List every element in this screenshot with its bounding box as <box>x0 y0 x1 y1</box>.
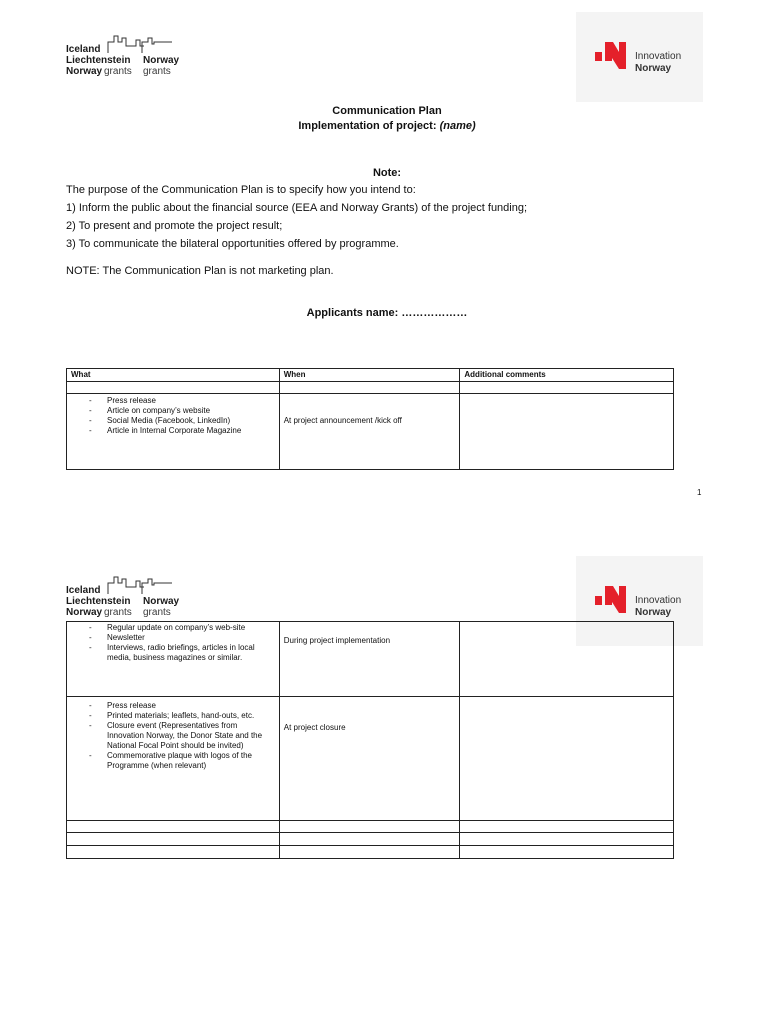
note-item: 2) To present and promote the project result; <box>66 220 283 232</box>
logo-text: Norway <box>635 607 672 618</box>
list-item: - Press release <box>85 396 275 406</box>
logo-text: grants <box>143 66 171 77</box>
note-heading: Note: <box>372 167 402 179</box>
table-row <box>67 382 674 394</box>
logo-text: Innovation <box>635 595 682 606</box>
logo-text: Iceland <box>66 585 101 596</box>
eea-norway-grants-logo <box>66 34 206 84</box>
column-header-what: What <box>67 369 280 382</box>
eea-norway-grants-logo <box>66 575 206 625</box>
project-label: Implementation of project: <box>298 120 440 132</box>
what-cell <box>67 394 280 470</box>
logo-text: Liechtenstein <box>66 596 131 607</box>
table-cell <box>460 846 674 859</box>
table-cell <box>460 833 674 846</box>
list-item: - Regular update on company’s web-site <box>85 623 275 633</box>
list-item: - Article on company’s website <box>85 406 275 416</box>
logo-text: grants <box>104 607 132 618</box>
table-row <box>67 833 674 846</box>
note-item: 1) Inform the public about the financial source (EEA and Norway Grants) of the project funding; <box>66 202 528 214</box>
list-item: - Commemorative plaque with logos of the Programme (when relevant) <box>85 751 275 771</box>
table-row <box>67 622 674 697</box>
list-item: - Closure event (Representatives from Innovation Norway, the Donor State and the National Focal Point should be invited) <box>85 721 275 751</box>
when-cell: At project announcement /kick off <box>279 394 460 470</box>
note-item: 3) To communicate the bilateral opportunities offered by programme. <box>66 238 399 250</box>
logo-text: Norway <box>143 596 180 607</box>
table-cell <box>67 821 280 833</box>
column-header-comments: Additional comments <box>460 369 674 382</box>
document-page-2 <box>0 505 768 1024</box>
column-header-when: When <box>279 369 460 382</box>
applicants-name-field: Applicants name: ……………… <box>306 307 468 319</box>
logo-text: Norway <box>66 607 103 618</box>
list-item: - Interviews, radio briefings, articles in local media, business magazines or similar. <box>85 643 275 663</box>
table-cell <box>460 821 674 833</box>
communication-plan-table-continued <box>66 621 674 859</box>
table-cell <box>279 833 460 846</box>
note-intro: The purpose of the Communication Plan is to specify how you intend to: <box>66 184 416 196</box>
communication-plan-table <box>66 368 674 470</box>
comments-cell <box>460 697 674 821</box>
logo-text: Norway <box>635 63 672 74</box>
what-cell <box>67 697 280 821</box>
document-page-1 <box>0 0 768 505</box>
project-name-placeholder: (name) <box>439 120 476 132</box>
logo-text: Norway <box>66 66 103 77</box>
logo-text: Norway <box>143 55 180 66</box>
table-row <box>67 697 674 821</box>
table-cell <box>279 846 460 859</box>
note-disclaimer: NOTE: The Communication Plan is not marketing plan. <box>66 265 334 277</box>
innovation-norway-mark-icon <box>595 36 629 70</box>
table-cell <box>279 821 460 833</box>
project-line <box>0 119 768 134</box>
list-item: - Social Media (Facebook, LinkedIn) <box>85 416 275 426</box>
page-number: 1 <box>697 488 702 497</box>
skyline-icon <box>106 34 172 54</box>
document-title <box>0 104 768 134</box>
table-cell <box>279 382 460 394</box>
what-cell <box>67 622 280 697</box>
table-cell <box>460 382 674 394</box>
list-item: - Press release <box>85 701 275 711</box>
logo-text: Innovation <box>635 51 682 62</box>
table-cell <box>67 833 280 846</box>
table-header-row <box>67 369 674 382</box>
list-item: - Printed materials; leaflets, hand-outs, etc. <box>85 711 275 721</box>
table-row <box>67 821 674 833</box>
innovation-norway-logo <box>576 12 703 102</box>
list-item: - Article in Internal Corporate Magazine <box>85 426 275 436</box>
table-cell <box>67 846 280 859</box>
logo-text: Iceland <box>66 44 101 55</box>
list-item: - Newsletter <box>85 633 275 643</box>
title-line: Communication Plan <box>332 105 442 117</box>
comments-cell <box>460 622 674 697</box>
comments-cell <box>460 394 674 470</box>
skyline-icon <box>106 575 172 595</box>
logo-text: grants <box>143 607 171 618</box>
logo-text: Liechtenstein <box>66 55 131 66</box>
table-row <box>67 394 674 470</box>
when-cell: During project implementation <box>279 622 460 697</box>
when-cell: At project closure <box>279 697 460 821</box>
logo-text: grants <box>104 66 132 77</box>
table-row <box>67 846 674 859</box>
innovation-norway-mark-icon <box>595 580 629 614</box>
table-cell <box>67 382 280 394</box>
